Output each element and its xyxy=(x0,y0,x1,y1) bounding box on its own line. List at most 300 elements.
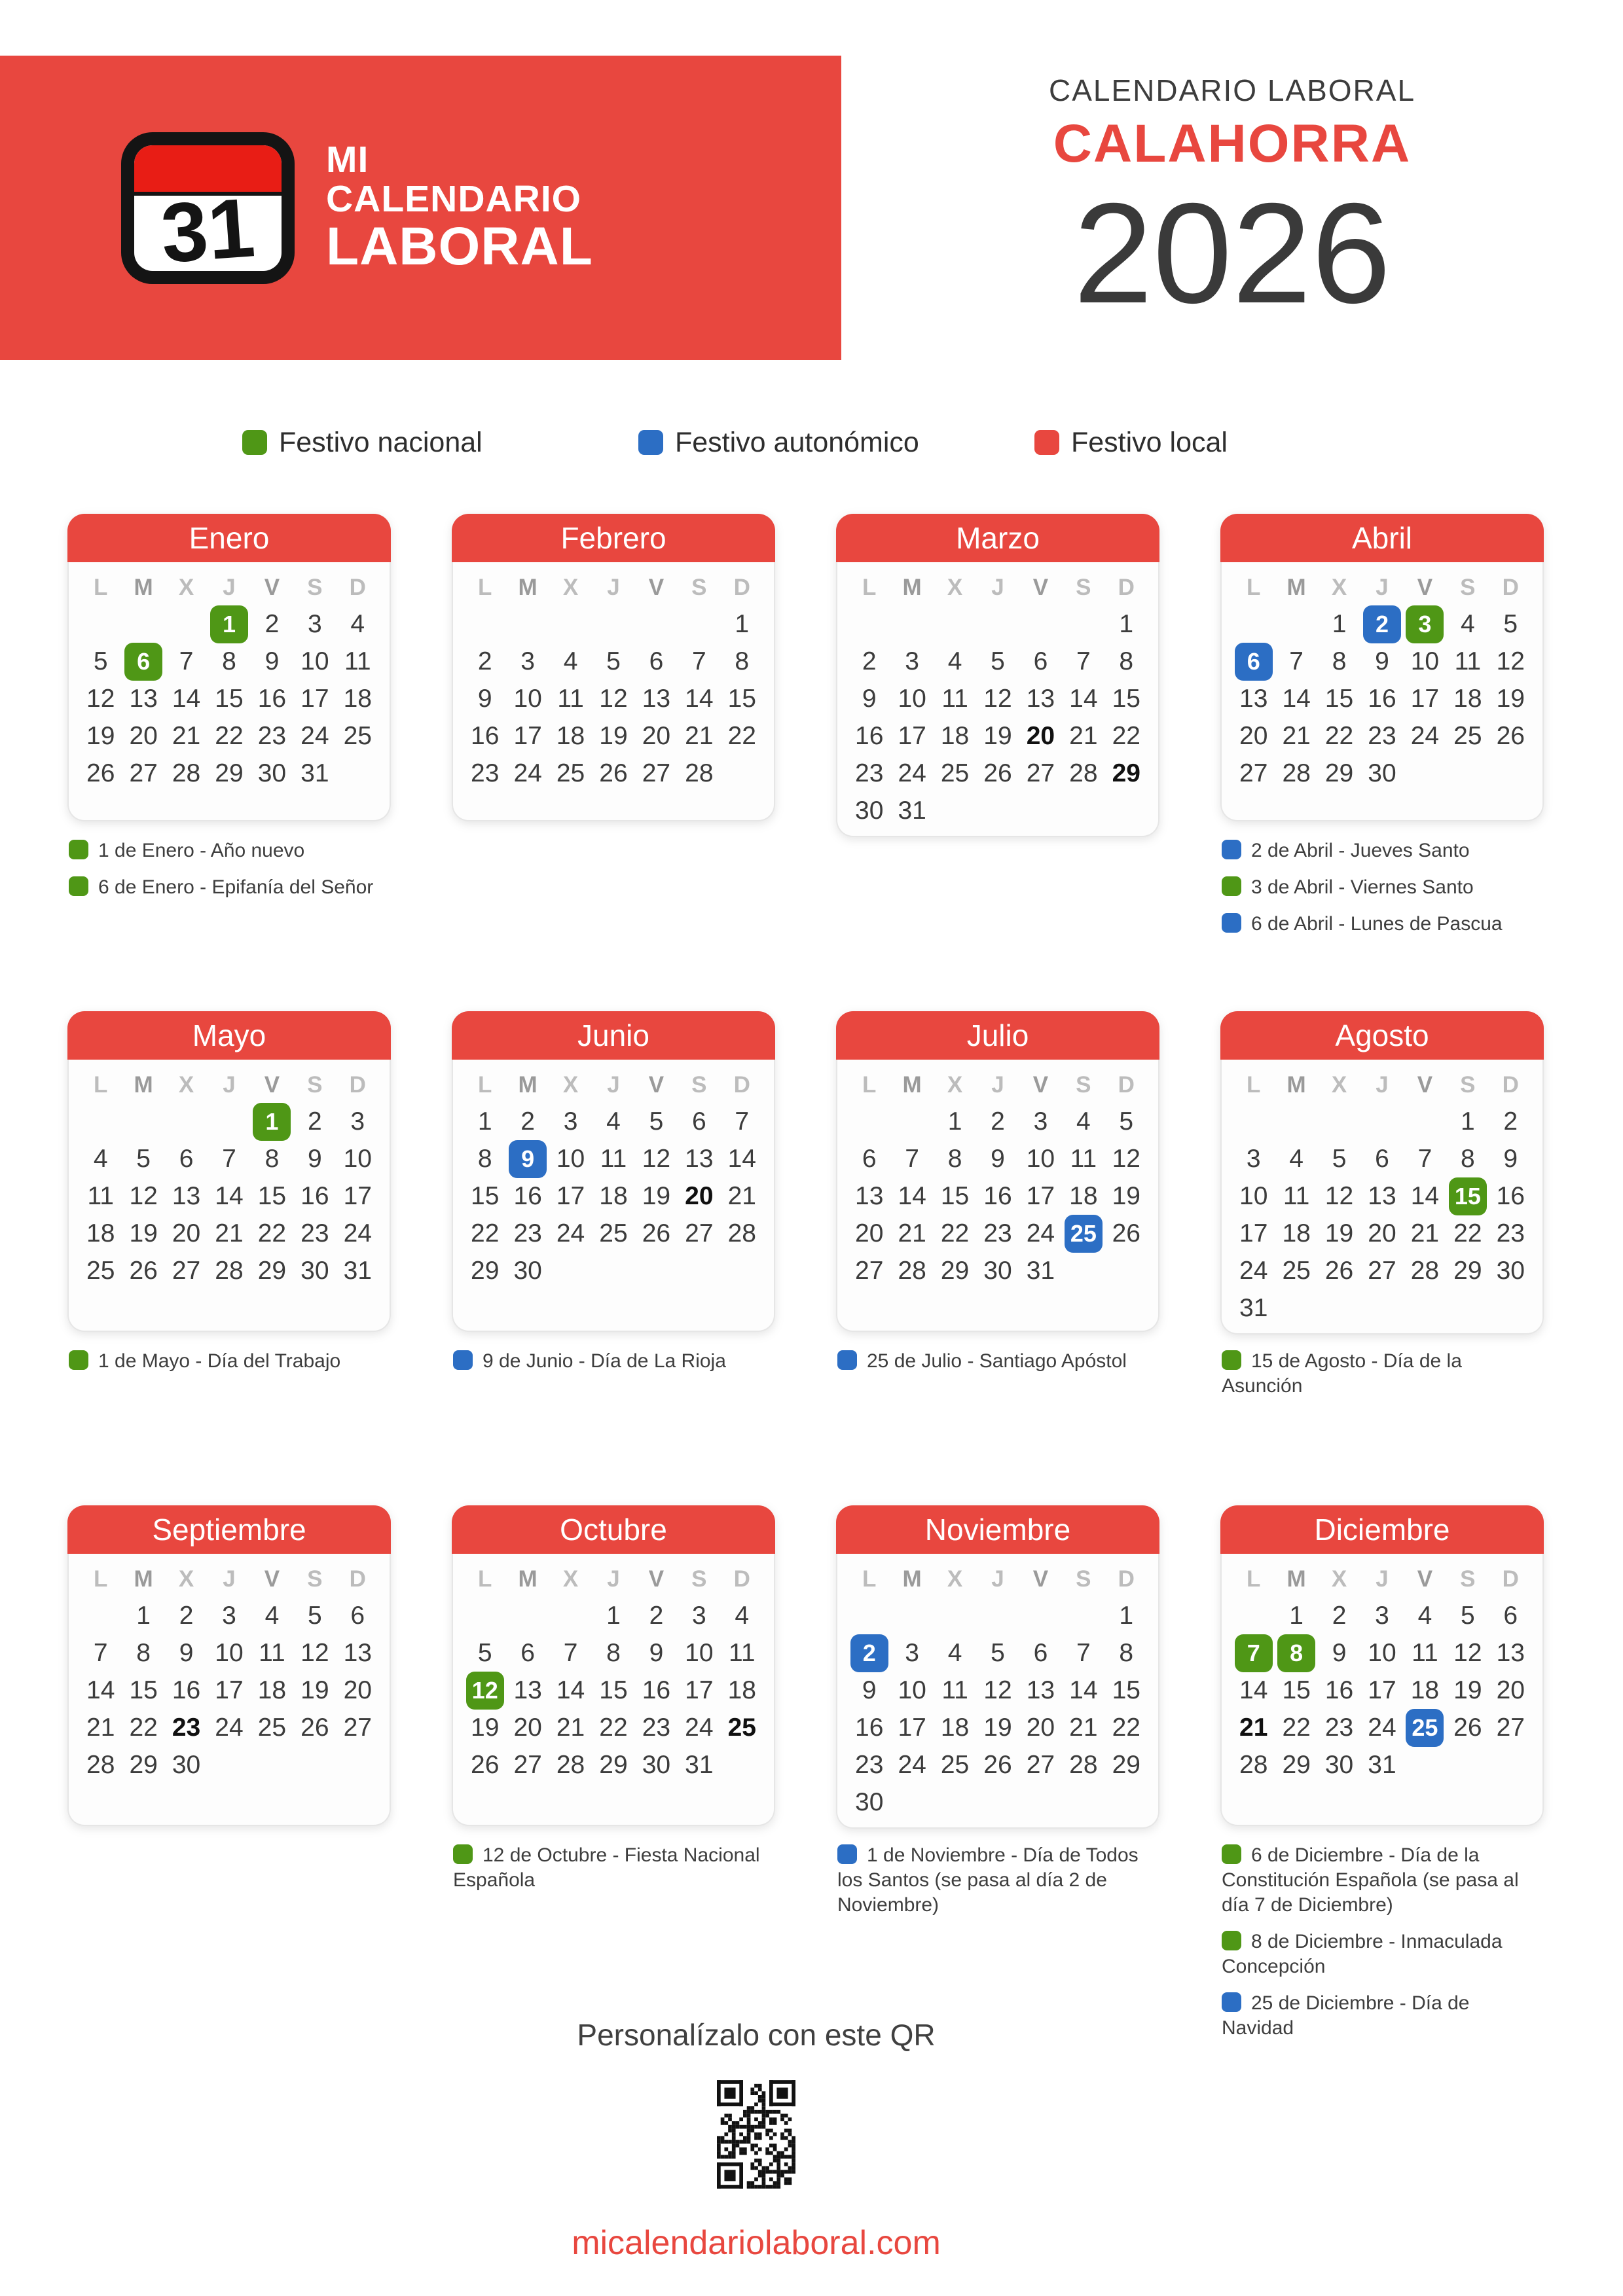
month-title: Noviembre xyxy=(836,1505,1159,1554)
month-column-octubre xyxy=(452,1505,775,2053)
weekday-label: V xyxy=(1032,1072,1049,1098)
day-cell: 25 xyxy=(343,721,372,750)
day-cell: 11 xyxy=(941,684,968,713)
day-cell: 18 xyxy=(343,684,372,713)
day-cell: 29 xyxy=(940,1256,970,1285)
day-cell: 3 xyxy=(1033,1107,1048,1136)
week-row xyxy=(848,1177,1148,1215)
day-cell: 12 xyxy=(1324,1182,1354,1210)
week-row xyxy=(1232,1177,1532,1215)
weekday-label: X xyxy=(1331,575,1347,600)
day-cell: 29 xyxy=(1324,759,1354,787)
weekday-label: D xyxy=(733,1072,750,1098)
day-cell: 2 xyxy=(308,1107,322,1136)
day-cell: 13 xyxy=(1496,1639,1525,1667)
day-cell: 11 xyxy=(259,1638,285,1667)
month-column-enero xyxy=(67,514,391,948)
holiday-note: 12 de Octubre - Fiesta Nacional Española xyxy=(453,1844,760,1891)
day-cell: 11 xyxy=(1412,1639,1438,1667)
day-cell: 21 xyxy=(215,1219,244,1247)
month-body xyxy=(452,1060,775,1332)
week-row xyxy=(464,755,763,792)
week-row xyxy=(464,1103,763,1140)
week-row xyxy=(848,1252,1148,1289)
week-row xyxy=(1232,755,1532,792)
day-cell: 17 xyxy=(685,1676,714,1704)
day-cell: 18 xyxy=(86,1219,115,1247)
holiday-note: 6 de Abril - Lunes de Pascua xyxy=(1222,912,1544,937)
day-cell: 8 xyxy=(1119,647,1134,675)
day-cell: 22 xyxy=(940,1219,970,1247)
week-row xyxy=(79,1672,379,1709)
holiday-note: 6 de Diciembre - Día de la Constitución Española (se pasa al día 7 de Diciembre) xyxy=(1222,1844,1519,1916)
day-cell: 11 xyxy=(557,684,584,713)
weekday-label: J xyxy=(991,575,1004,600)
day-cell: 25 xyxy=(1282,1256,1311,1285)
month-body xyxy=(836,562,1159,837)
day-cell: 10 xyxy=(898,1676,926,1704)
day-cell: 5 xyxy=(1332,1144,1347,1173)
day-cell: 17 xyxy=(1026,1181,1055,1210)
day-cell: 29 xyxy=(471,1256,500,1285)
weekday-label: J xyxy=(607,1072,620,1098)
day-cell: 10 xyxy=(343,1144,372,1173)
day-cell: 28 xyxy=(1410,1256,1440,1285)
day-cell: 27 xyxy=(343,1713,372,1742)
month-title: Agosto xyxy=(1220,1011,1544,1060)
day-cell: 18 xyxy=(940,1713,970,1742)
day-cell: 24 xyxy=(898,1750,926,1779)
day-cell: 19 xyxy=(129,1219,158,1247)
week-row xyxy=(1232,1103,1532,1140)
week-row xyxy=(848,1784,1148,1821)
week-row xyxy=(1232,605,1532,643)
weekday-label: M xyxy=(518,1566,538,1592)
day-cell: 4 xyxy=(1417,1601,1432,1630)
day-cell-notable: 20 xyxy=(1026,721,1055,750)
weekday-label: M xyxy=(902,575,922,600)
calendar-icon-day: 31 xyxy=(158,181,258,281)
day-cell: 26 xyxy=(1112,1219,1140,1247)
day-cell: 4 xyxy=(93,1144,108,1173)
day-cell: 22 xyxy=(257,1219,287,1247)
day-cell: 7 xyxy=(222,1144,236,1173)
month-card xyxy=(836,514,1159,825)
legend-regional-swatch xyxy=(638,430,663,455)
day-cell: 21 xyxy=(685,721,714,750)
day-cell: 27 xyxy=(513,1750,542,1779)
day-cell: 13 xyxy=(642,684,671,713)
day-cell: 16 xyxy=(513,1181,542,1210)
day-cell: 19 xyxy=(471,1713,500,1742)
day-cell: 22 xyxy=(599,1713,628,1742)
day-cell: 8 xyxy=(222,647,236,675)
day-cell: 31 xyxy=(301,759,329,787)
day-cell: 18 xyxy=(1282,1219,1311,1247)
day-cell-festivo-autonomico: 25 xyxy=(1406,1709,1444,1747)
day-cell: 29 xyxy=(599,1750,628,1779)
day-cell: 16 xyxy=(1496,1182,1525,1210)
holiday-note: 8 de Diciembre - Inmaculada Concepción xyxy=(1222,1931,1503,1977)
qr-wrapper xyxy=(0,2080,1512,2192)
day-cell: 9 xyxy=(264,647,280,675)
month-title: Julio xyxy=(836,1011,1159,1060)
week-row xyxy=(79,1597,379,1634)
weekday-label: X xyxy=(562,575,579,600)
day-cell: 8 xyxy=(606,1638,621,1667)
day-cell: 23 xyxy=(983,1219,1012,1247)
logo-line-mi: MI xyxy=(326,138,369,181)
holiday-note-swatch xyxy=(1222,1992,1241,2012)
day-cell: 7 xyxy=(735,1107,750,1136)
day-cell: 22 xyxy=(129,1713,158,1742)
day-cell: 8 xyxy=(1461,1144,1475,1173)
day-cell: 13 xyxy=(172,1181,201,1210)
month-row-2 xyxy=(67,1011,1544,1410)
weekday-label: D xyxy=(1118,1566,1135,1592)
day-cell: 11 xyxy=(1454,647,1482,675)
day-cell: 18 xyxy=(1453,684,1482,713)
weekday-label: S xyxy=(1460,1072,1476,1098)
legend-festivo-nacional xyxy=(242,424,483,461)
day-cell: 20 xyxy=(1239,721,1268,750)
day-cell: 9 xyxy=(308,1144,322,1173)
month-column-septiembre xyxy=(67,1505,391,2053)
day-cell: 26 xyxy=(983,1750,1012,1779)
day-cell: 19 xyxy=(86,721,115,750)
week-row xyxy=(848,1140,1148,1177)
weekday-header-row xyxy=(848,1562,1148,1597)
calendar-31-icon xyxy=(121,132,295,284)
weekday-label: S xyxy=(691,1566,707,1592)
month-row-3 xyxy=(67,1505,1544,2053)
day-cell: 4 xyxy=(947,647,962,675)
week-row xyxy=(848,1634,1148,1672)
day-cell: 28 xyxy=(1069,1750,1098,1779)
weekday-label: M xyxy=(1286,575,1306,600)
day-cell: 8 xyxy=(1119,1639,1134,1667)
day-cell: 18 xyxy=(599,1181,628,1210)
day-cell: 7 xyxy=(905,1144,919,1173)
weekday-label: J xyxy=(1376,575,1389,600)
day-cell: 3 xyxy=(1375,1601,1389,1630)
day-cell: 6 xyxy=(350,1601,365,1630)
day-cell: 26 xyxy=(86,759,115,787)
week-row xyxy=(1232,1746,1532,1784)
day-cell: 23 xyxy=(855,759,884,787)
month-notes xyxy=(1220,838,1544,937)
day-cell: 23 xyxy=(642,1713,671,1742)
week-row xyxy=(848,1597,1148,1634)
weekday-label: M xyxy=(518,1072,538,1098)
day-cell: 30 xyxy=(1368,759,1396,787)
day-cell-notable: 29 xyxy=(1112,759,1140,787)
day-cell: 20 xyxy=(1496,1676,1525,1704)
day-cell: 19 xyxy=(599,721,628,750)
day-cell: 21 xyxy=(172,721,201,750)
day-cell: 16 xyxy=(1324,1676,1354,1704)
weekday-label: X xyxy=(178,1566,194,1592)
day-cell: 14 xyxy=(1282,684,1311,713)
day-cell: 9 xyxy=(991,1144,1005,1173)
week-row xyxy=(1232,1289,1532,1327)
day-cell: 4 xyxy=(1461,610,1475,638)
day-cell: 31 xyxy=(1239,1293,1268,1322)
day-cell: 19 xyxy=(642,1181,671,1210)
week-row xyxy=(79,1140,379,1177)
day-cell: 8 xyxy=(136,1638,151,1667)
weekday-label: M xyxy=(1286,1566,1306,1592)
week-row xyxy=(848,643,1148,680)
week-row xyxy=(79,1252,379,1289)
day-cell: 15 xyxy=(257,1181,287,1210)
day-cell: 26 xyxy=(1453,1713,1482,1742)
day-cell: 4 xyxy=(1076,1107,1091,1136)
week-row xyxy=(848,792,1148,829)
weekday-label: J xyxy=(223,1072,236,1098)
day-cell: 5 xyxy=(1119,1107,1134,1136)
day-cell: 13 xyxy=(1368,1182,1396,1210)
week-row xyxy=(1232,1215,1532,1252)
weekday-label: S xyxy=(307,1072,323,1098)
day-cell: 2 xyxy=(520,1107,535,1136)
week-row xyxy=(79,1103,379,1140)
day-cell: 1 xyxy=(1461,1107,1475,1136)
day-cell: 16 xyxy=(301,1181,329,1210)
day-cell: 25 xyxy=(599,1219,628,1247)
day-cell: 13 xyxy=(1026,1676,1055,1704)
weekday-label: D xyxy=(733,575,750,600)
weekday-label: S xyxy=(691,1072,707,1098)
weekday-label: X xyxy=(947,1072,963,1098)
day-cell: 19 xyxy=(1112,1181,1140,1210)
day-cell: 18 xyxy=(940,721,970,750)
day-cell: 1 xyxy=(606,1601,621,1630)
weekday-label: S xyxy=(1460,575,1476,600)
day-cell: 21 xyxy=(727,1181,756,1210)
day-cell: 9 xyxy=(1332,1639,1347,1667)
day-cell-notable: 21 xyxy=(1239,1713,1268,1742)
day-cell: 12 xyxy=(599,684,628,713)
day-cell: 18 xyxy=(556,721,585,750)
day-cell: 28 xyxy=(1069,759,1098,787)
day-cell: 23 xyxy=(513,1219,542,1247)
day-cell: 3 xyxy=(350,1107,365,1136)
day-cell: 15 xyxy=(599,1676,628,1704)
day-cell: 8 xyxy=(264,1144,280,1173)
weekday-header-row xyxy=(464,1067,763,1103)
day-cell: 9 xyxy=(1375,647,1389,675)
holiday-note-swatch xyxy=(1222,876,1241,896)
day-cell: 19 xyxy=(1496,684,1525,713)
day-cell: 1 xyxy=(1119,1601,1134,1630)
day-cell: 30 xyxy=(257,759,287,787)
day-cell: 24 xyxy=(343,1219,372,1247)
day-cell-festivo-autonomico: 25 xyxy=(1065,1215,1103,1253)
day-cell: 17 xyxy=(898,721,926,750)
day-cell: 5 xyxy=(93,647,108,675)
day-cell: 2 xyxy=(1503,1107,1518,1136)
day-cell: 25 xyxy=(556,759,585,787)
weekday-label: X xyxy=(562,1566,579,1592)
weekday-header-row xyxy=(848,1067,1148,1103)
day-cell: 14 xyxy=(1069,1676,1098,1704)
day-cell: 6 xyxy=(1033,647,1048,675)
day-cell: 22 xyxy=(1112,721,1140,750)
weekday-header-row xyxy=(464,570,763,605)
legend-regional-label: Festivo autonómico xyxy=(675,426,919,458)
weekday-label: X xyxy=(947,1566,963,1592)
day-cell: 29 xyxy=(1112,1750,1140,1779)
day-cell: 11 xyxy=(1283,1182,1310,1210)
day-cell: 20 xyxy=(855,1219,884,1247)
week-row xyxy=(848,605,1148,643)
day-cell: 24 xyxy=(301,721,329,750)
weekday-label: D xyxy=(349,575,366,600)
day-cell: 29 xyxy=(129,1750,158,1779)
day-cell: 26 xyxy=(471,1750,500,1779)
day-cell: 26 xyxy=(301,1713,329,1742)
day-cell: 23 xyxy=(1496,1219,1525,1247)
day-cell: 1 xyxy=(136,1601,151,1630)
day-cell: 9 xyxy=(862,684,877,713)
day-cell: 29 xyxy=(257,1256,287,1285)
day-cell: 15 xyxy=(471,1181,500,1210)
day-cell: 7 xyxy=(93,1638,108,1667)
day-cell: 10 xyxy=(556,1145,585,1173)
weekday-label: S xyxy=(691,575,707,600)
weekday-label: V xyxy=(1417,1072,1433,1098)
day-cell-notable: 20 xyxy=(685,1181,714,1210)
day-cell: 12 xyxy=(129,1181,158,1210)
weekday-label: L xyxy=(478,1566,492,1592)
weekday-header-row xyxy=(79,1562,379,1597)
day-cell: 14 xyxy=(1069,684,1098,713)
day-cell: 9 xyxy=(649,1638,664,1667)
day-cell: 18 xyxy=(1069,1181,1098,1210)
week-row xyxy=(1232,1252,1532,1289)
day-cell: 17 xyxy=(1410,684,1440,713)
week-row xyxy=(464,1140,763,1177)
month-title: Abril xyxy=(1220,514,1544,562)
title-city: CALAHORRA xyxy=(1053,114,1412,173)
day-cell: 11 xyxy=(941,1676,968,1704)
month-column-julio xyxy=(836,1011,1159,1410)
day-cell: 18 xyxy=(257,1676,287,1704)
day-cell: 30 xyxy=(855,796,884,825)
day-cell: 7 xyxy=(1417,1144,1432,1173)
weekday-header-row xyxy=(79,1067,379,1103)
month-card xyxy=(836,1505,1159,1826)
day-cell: 10 xyxy=(685,1638,714,1667)
day-cell: 30 xyxy=(301,1256,329,1285)
week-row xyxy=(79,1634,379,1672)
holiday-note-swatch xyxy=(1222,1931,1241,1950)
weekday-label: V xyxy=(1032,1566,1049,1592)
day-cell: 27 xyxy=(1026,759,1055,787)
day-cell-festivo-nacional: 15 xyxy=(1449,1177,1487,1215)
day-cell: 21 xyxy=(86,1713,115,1742)
day-cell: 20 xyxy=(642,721,671,750)
weekday-label: M xyxy=(134,575,153,600)
week-row xyxy=(464,1709,763,1746)
day-cell: 23 xyxy=(855,1750,884,1779)
weekday-label: J xyxy=(607,575,620,600)
week-row xyxy=(848,1709,1148,1746)
month-body xyxy=(1220,1554,1544,1826)
day-cell: 30 xyxy=(642,1750,671,1779)
day-cell: 16 xyxy=(642,1676,671,1704)
day-cell: 4 xyxy=(350,610,365,638)
day-cell: 24 xyxy=(1026,1219,1055,1247)
month-body xyxy=(452,562,775,821)
day-cell: 12 xyxy=(983,684,1012,713)
day-cell: 16 xyxy=(983,1181,1012,1210)
weekday-label: S xyxy=(1076,1566,1091,1592)
month-notes xyxy=(67,1349,391,1374)
week-row xyxy=(464,1177,763,1215)
day-cell: 15 xyxy=(1324,684,1354,713)
weekday-label: X xyxy=(1331,1566,1347,1592)
day-cell: 22 xyxy=(471,1219,500,1247)
holiday-note: 1 de Noviembre - Día de Todos los Santos (se pasa al día 2 de Noviembre) xyxy=(837,1844,1139,1916)
day-cell-festivo-nacional: 3 xyxy=(1406,605,1444,643)
day-cell: 21 xyxy=(1282,721,1311,750)
weekday-label: L xyxy=(1247,1566,1261,1592)
day-cell: 26 xyxy=(1324,1256,1354,1285)
day-cell: 10 xyxy=(1026,1144,1055,1173)
month-card xyxy=(67,514,391,821)
week-row xyxy=(79,1746,379,1784)
day-cell: 27 xyxy=(172,1256,201,1285)
brand-band xyxy=(0,56,841,360)
day-cell: 1 xyxy=(735,609,750,638)
weekday-label: X xyxy=(178,1072,194,1098)
day-cell: 20 xyxy=(1368,1219,1396,1247)
month-notes xyxy=(452,1843,775,1893)
weekday-label: L xyxy=(862,1566,877,1592)
day-cell: 26 xyxy=(599,759,628,787)
weekday-label: L xyxy=(478,1072,492,1098)
day-cell: 16 xyxy=(471,721,500,750)
weekday-label: J xyxy=(607,1566,620,1592)
day-cell: 17 xyxy=(556,1181,585,1210)
day-cell: 5 xyxy=(606,647,621,675)
holiday-note-swatch xyxy=(1222,913,1241,933)
day-cell: 29 xyxy=(1453,1256,1482,1285)
day-cell: 3 xyxy=(1246,1144,1261,1173)
day-cell: 19 xyxy=(983,721,1012,750)
weekday-label: J xyxy=(223,1566,236,1592)
holiday-note: 2 de Abril - Jueves Santo xyxy=(1222,838,1544,863)
holiday-note-swatch xyxy=(453,1350,473,1370)
day-cell: 15 xyxy=(727,684,756,713)
week-row xyxy=(848,680,1148,717)
weekday-label: D xyxy=(1502,575,1519,600)
day-cell: 13 xyxy=(1239,684,1268,713)
week-row xyxy=(1232,643,1532,680)
month-body xyxy=(836,1554,1159,1829)
day-cell: 5 xyxy=(308,1601,322,1630)
day-cell: 18 xyxy=(1410,1676,1440,1704)
day-cell: 1 xyxy=(477,1107,492,1136)
day-cell: 11 xyxy=(344,647,371,675)
weekday-label: V xyxy=(1417,575,1433,600)
day-cell-festivo-nacional: 1 xyxy=(210,605,248,643)
day-cell: 8 xyxy=(735,647,750,675)
month-notes xyxy=(67,838,391,900)
day-cell: 7 xyxy=(1289,647,1304,675)
